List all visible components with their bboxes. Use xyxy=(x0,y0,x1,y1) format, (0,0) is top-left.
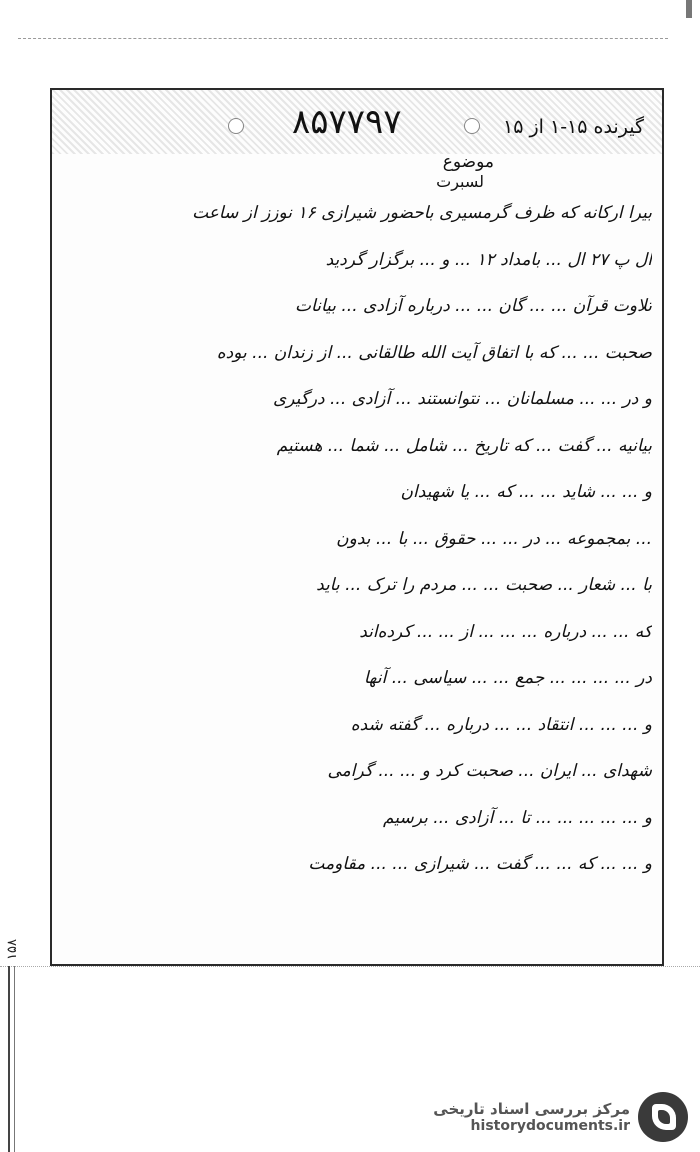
body-line: ال پ ۲۷ ال ... بامداد ۱۲ ... و ... برگزار گردید xyxy=(325,249,652,270)
lower-margin-rule xyxy=(8,966,10,1152)
body-line: و ... ... ... ... ... تا ... آزادی ... برسیم xyxy=(383,807,652,828)
watermark xyxy=(433,1092,688,1142)
body-line: صحبت ... ... که با اتفاق آیت الله طالقانی ... از زندان ... بوده xyxy=(216,342,652,363)
punch-hole-right xyxy=(464,118,480,134)
document-sheet xyxy=(50,88,664,966)
document-sender: گیرنده ۱۵-۱ از ۱۵ xyxy=(503,116,644,138)
handwritten-body xyxy=(60,190,652,888)
document-subject: موضوع xyxy=(442,152,494,172)
watermark-text xyxy=(433,1100,630,1134)
body-line: و ... ... ... انتقاد ... ... درباره ... گفته شده xyxy=(350,714,652,735)
body-line: با ... شعار ... صحبت ... ... مردم را ترک ... باید xyxy=(316,575,652,595)
archive-logo-icon xyxy=(638,1092,688,1142)
logo-leaf-inner-shape xyxy=(658,1110,670,1124)
page-top-rule xyxy=(18,38,668,39)
document-number: ۸۵۷۷۹۷ xyxy=(292,102,402,142)
body-line: بیرا ارکانه که ظرف گرمسیری باحضور شیرازی ۱۶ نوزز از ساعت xyxy=(192,203,652,223)
body-line: و در ... ... مسلمانان ... نتوانستند ... آزادی ... درگیری xyxy=(272,389,652,409)
punch-hole-left xyxy=(228,118,244,134)
body-line: و ... ... که ... ... گفت ... شیرازی ... ... مقاومت xyxy=(308,854,652,874)
document-category: لسبرت xyxy=(436,172,484,191)
watermark-name: مرکز بررسی اسناد تاریخی xyxy=(433,1100,630,1118)
body-line: در ... ... ... ... جمع ... ... سیاسی ... آنها xyxy=(363,668,652,688)
margin-page-number: ۱۵۸ xyxy=(4,939,20,960)
lower-margin-rule-inner xyxy=(14,966,15,1152)
corner-mark xyxy=(686,0,692,18)
body-line: و ... ... شاید ... ... که ... یا شهیدان xyxy=(400,482,652,502)
body-line: شهدای ... ایران ... صحبت کرد و ... ... گرامی xyxy=(327,761,652,781)
body-line: ... بمجموعه ... در ... ... حقوق ... با ... بدون xyxy=(336,528,652,549)
lower-page-edge xyxy=(0,966,700,967)
body-line: تلاوت قرآن ... ... گان ... ... درباره آزادی ... بیانات xyxy=(295,296,652,316)
body-line: بیانیه ... گفت ... که تاریخ ... شامل ... شما ... هستیم xyxy=(276,435,652,456)
watermark-url: historydocuments.ir xyxy=(470,1118,630,1134)
body-line: که ... ... درباره ... ... ... از ... ... کرده‌اند xyxy=(359,621,652,642)
